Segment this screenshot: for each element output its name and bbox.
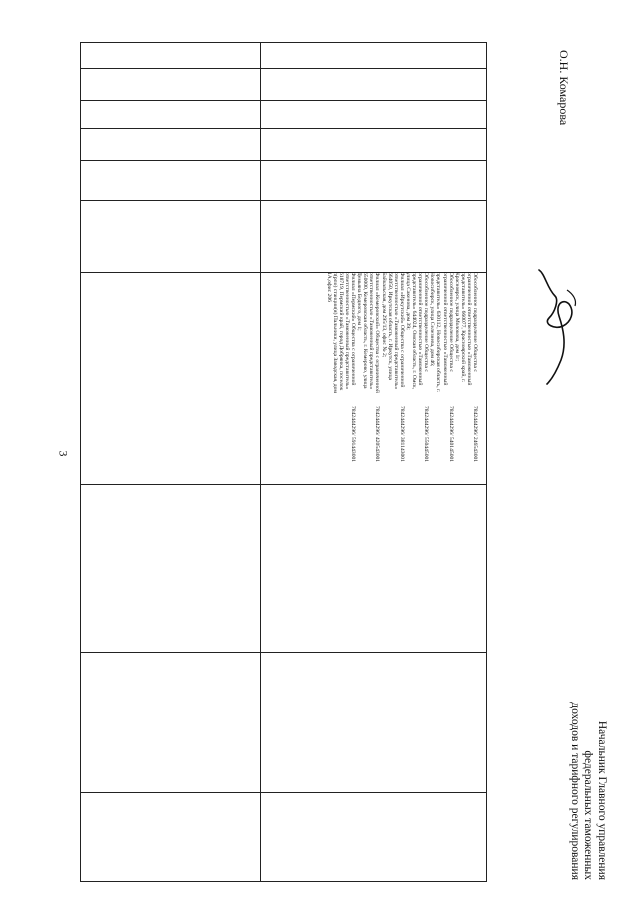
branch-entry [429, 272, 453, 484]
table-column-rule [260, 42, 261, 882]
handwritten-signature [525, 260, 585, 390]
table-border-bottom [80, 881, 487, 882]
table-rule [80, 484, 487, 485]
branch-address: Филиал «Иркутский» Общества с ограниченной ответственностью «Таможенный представитель» 664050, Иркутская область, г. Иркутск, улица Байкальская, дом 295/13, офис № 2; [380, 272, 405, 390]
branch-address: Филиал «Пермский» Общества с ограниченной ответственностью «Таможенный представитель» 618719, Пермский край, город Добрянка, поселок п(рпо) станции(я) Пальники, улица Заводская, дом 1А,офис 206 [325, 272, 357, 393]
branch-code: 7842444296/ 591443001 [350, 406, 357, 463]
branch-address: Филиал «Кемеровский» Общества с ограниченной ответственностью «Таможенный представитель» 650000, Кемеровская область, г. Кемерово, улица Демьяна Бедного, дом 1; [356, 272, 381, 393]
table-border-top [80, 42, 487, 43]
signatory-title-line: федеральных таможенных [582, 750, 595, 880]
branch-address: Обособленное подразделение Общества с ограниченной ответственностью «Таможенный представитель» 644024, Омская область, г. Омск, улица Сакенова, дом 39; [404, 272, 430, 390]
branch-entry [381, 272, 405, 484]
branch-code: 7842444296/ 246543001 [472, 406, 478, 463]
branch-code: 7842444296/ 420543001 [374, 406, 381, 463]
table-rule [80, 128, 487, 129]
signatory-name: О.Н. Комарова [557, 50, 571, 126]
branch-entry [405, 272, 429, 484]
table-rule [80, 160, 487, 161]
table-border-right [486, 42, 487, 882]
table-rule [80, 100, 487, 101]
branch-code: 7842444296/ 540145001 [447, 406, 454, 463]
table-border-left [80, 42, 81, 882]
table-rule [80, 652, 487, 653]
table-rule [80, 792, 487, 793]
table-rule [80, 68, 487, 69]
signatory-title-line: Начальник Главного управления [596, 720, 608, 880]
branch-address: Обособленное подразделение Общества с ограниченной ответственностью «Таможенный представитель» 660077, Красноярский край, г. Красноярск, улица Молокова, дом 1г; [453, 272, 478, 386]
page-number: 3 [56, 450, 71, 457]
branch-entry [454, 272, 478, 484]
branch-code: 7842444296/ 381143001 [398, 406, 405, 462]
branch-code: 7842444296/ 550445001 [423, 406, 430, 463]
signatory-title-block [528, 620, 618, 880]
branch-entry [326, 272, 356, 484]
branch-entry [356, 272, 380, 484]
branches-cell [262, 272, 478, 484]
table-rule [80, 200, 487, 201]
branch-address: Обособленное подразделение Общества с ограниченной ответственностью «Таможенный представитель» 630112, Новосибирская область, г. Новосибирск, улица Селезнева, дом 46; [429, 272, 454, 393]
signatory-block [555, 50, 575, 160]
signatory-title-line: доходов и тарифного регулирования [569, 702, 581, 880]
